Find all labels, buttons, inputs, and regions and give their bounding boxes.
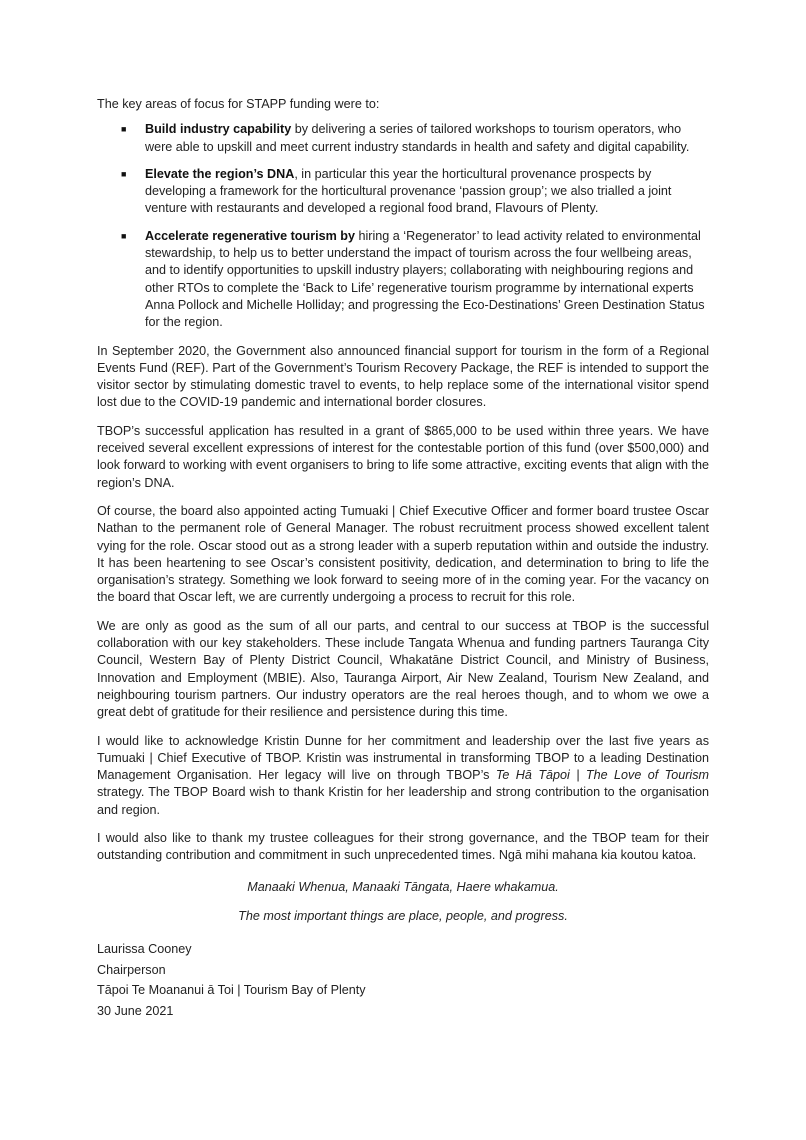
focus-area-text: by delivering a series of tailored workshops to tourism operators, who were able to upskill and meet current industry standards in health and safety and digital capability. [145,122,690,154]
motto-maori: Manaaki Whenua, Manaaki Tāngata, Haere whakamua. [247,879,559,894]
signature-block [97,939,709,1021]
focus-area-heading: Build industry capability [145,122,292,137]
focus-areas-list [97,121,709,331]
paragraph-general-manager: Of course, the board also appointed acting Tumuaki | Chief Executive Officer and former board trustee Oscar Nathan to the permanent role of General Manager. The robust recruitment process showed excellent talent vying for the role. Oscar stood out as a strong leader with a superb reputation within and outside the industry. It has been heartening to see Oscar’s consistent positivity, dedication, and determination to bring to life the organisation’s strategy. Something we look forward to seeing more of in the coming year. For the vacancy on the board that Oscar left, we are currently undergoing a process to recruit for this role. [97,503,709,605]
strategy-name: Te Hā Tāpoi | The Love of Tourism [495,768,709,783]
square-bullet-icon: ■ [121,230,127,241]
motto-english: The most important things are place, people, and progress. [238,908,568,923]
focus-area-text: , in particular this year the horticultural provenance prospects by developing a framework for the horticultural provenance ‘passion group’; we also trialled a joint venture with restaurants and developed a regional food brand, Flavours of Plenty. [145,166,672,216]
focus-area-text: hiring a ‘Regenerator’ to lead activity related to environmental stewardship, to help us to better understand the impact of tourism across the four wellbeing areas, and to identify opportunities to upskill industry players; collaborating with neighbouring regions and other RTOs to complete the ‘Back to Life’ regenerative tourism programme by international experts Anna Pollock and Michelle Holliday; and progressing the Eco-Destinations’ Green Destination Status for the region. [145,228,705,330]
paragraph-stakeholders: We are only as good as the sum of all our parts, and central to our success at TBOP is the successful collaboration with our key stakeholders. These include Tangata Whenua and funding partners Tauranga City Council, Western Bay of Plenty District Council, Whakatāne District Council, and Ministry of Business, Innovation and Employment (MBIE). Also, Tauranga Airport, Air New Zealand, Tourism New Zealand, and neighbouring tourism partners. Our industry operators are the real heroes though, and to whom we owe a great debt of gratitude for their resilience and persistence during this time. [97,618,709,720]
paragraph-grant: TBOP’s successful application has resulted in a grant of $865,000 to be used within three years. We have received several excellent expressions of interest for the contestable portion of this fund (over $500,000) and look forward to working with event organisers to bring to life some attractive, exciting events that align with the region’s DNA. [97,423,709,490]
signatory-name: Laurissa Cooney [97,942,192,957]
signatory-role: Chairperson [97,962,166,977]
list-item [121,166,709,218]
paragraph-acknowledgement [97,733,709,819]
signatory-organisation: Tāpoi Te Moananui ā Toi | Tourism Bay of Plenty [97,983,366,998]
focus-area-heading: Accelerate regenerative tourism by [145,228,355,243]
paragraph-regional-events-fund: In September 2020, the Government also announced financial support for tourism in the form of a Regional Events Fund (REF). Part of the Government’s Tourism Recovery Package, the REF is intended to support the visitor sector by stimulating domestic travel to events, to help replace some of the international visitor spend lost due to the COVID-19 pandemic and international border closures. [97,343,709,410]
intro-line: The key areas of focus for STAPP funding were to: [97,97,380,111]
acknowledgement-text: I would like to acknowledge Kristin Dunne for her commitment and leadership over the last five years as Tumuaki | Chief Executive of TBOP. Kristin was instrumental in transforming TBOP to a leading Destination Management Organisation. Her legacy will live on through TBOP’s [97,733,709,783]
paragraph-thanks: I would also like to thank my trustee colleagues for their strong governance, and the TBOP team for their outstanding contribution and commitment in such unprecedented times. Ngā mihi mahana kia koutou katoa. [97,830,709,863]
focus-area-heading: Elevate the region’s DNA [145,166,295,181]
square-bullet-icon: ■ [121,124,127,135]
square-bullet-icon: ■ [121,168,127,179]
acknowledgement-text-end: strategy. The TBOP Board wish to thank Kristin for her leadership and strong contribution to the organisation and region. [97,785,709,817]
list-item [121,121,709,156]
list-item [121,228,709,332]
signature-date: 30 June 2021 [97,1003,174,1018]
